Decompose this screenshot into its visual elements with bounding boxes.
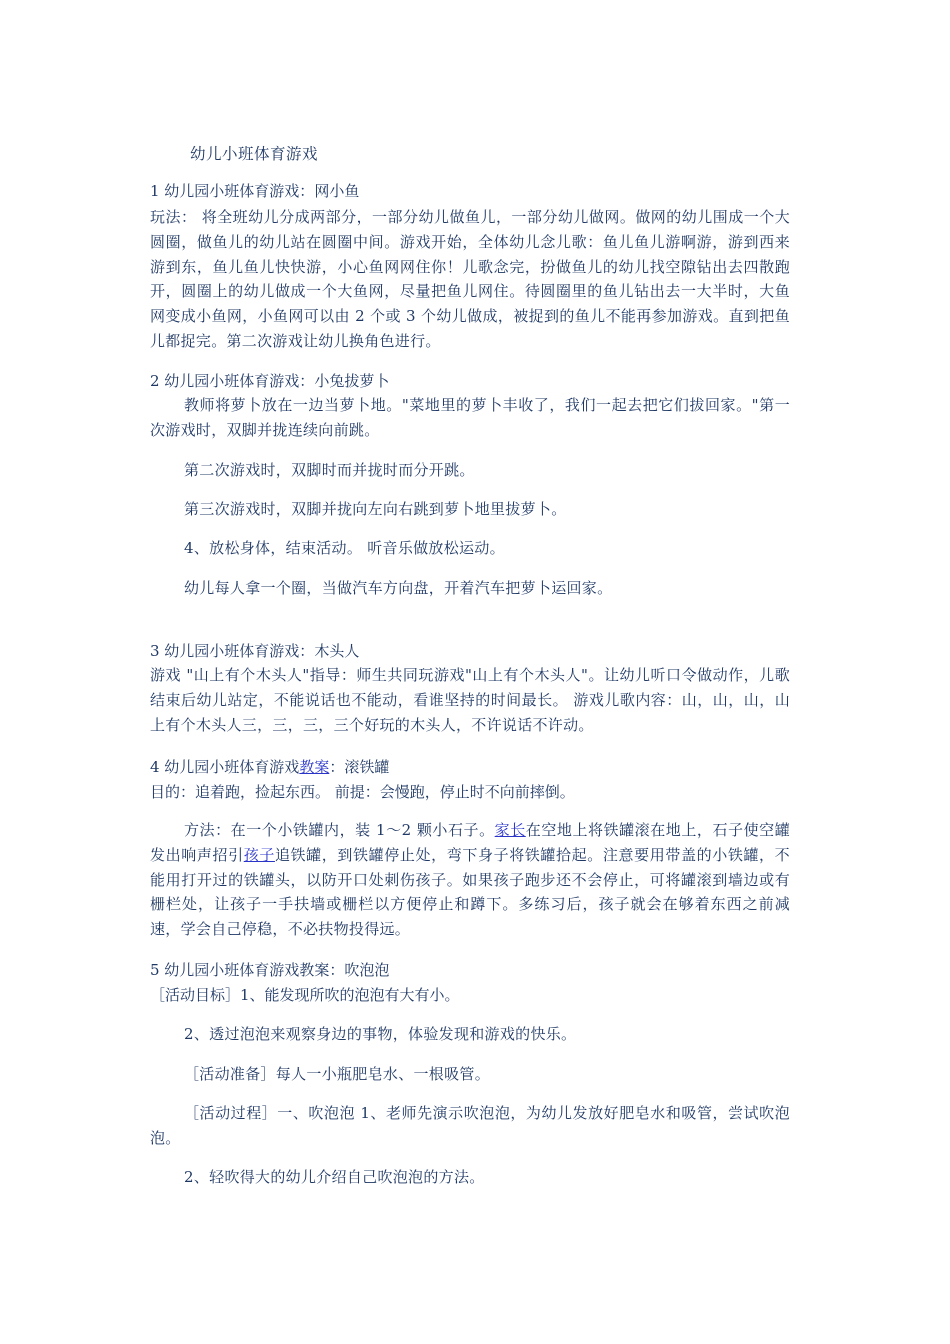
section-2-paragraph-4: 4、放松身体，结束活动。 听音乐做放松运动。 (184, 539, 505, 557)
section-2-paragraph-1: 教师将萝卜放在一边当萝卜地。"菜地里的萝卜丰收了，我们一起去把它们拔回家。"第一次游戏时，双脚并拢连续向前跳。 (150, 396, 790, 439)
section-4-method-part-b: 在空地上将铁罐滚在地上，石子使空罐发出响声招引 (150, 821, 790, 864)
section-1-heading: 1 幼儿园小班体育游戏：网小鱼 (150, 182, 360, 200)
section-2-paragraph-3: 第三次游戏时，双脚并拢向左向右跳到萝卜地里拔萝卜。 (184, 500, 567, 518)
section-2-paragraph-2: 第二次游戏时，双脚时而并拢时而分开跳。 (184, 461, 475, 479)
child-link[interactable]: 孩子 (243, 845, 275, 864)
section-4-method-part-c: 追铁罐，到铁罐停止处，弯下身子将铁罐拾起。注意要用带盖的小铁罐，不能用打开过的铁罐头，以防开口处刺伤孩子。如果孩子跑步还不会停止，可将罐滚到墙边或有栅栏处，让孩子一手扶墙或栅栏以方便停止和蹲下。多练习后，孩子就会在够着东西之前减速，学会自己停稳，不必扶物投得远。 (150, 845, 790, 939)
parent-link[interactable]: 家长 (494, 821, 526, 839)
section-3-heading: 3 幼儿园小班体育游戏：木头人 (150, 642, 360, 660)
section-4-goal: 目的：追着跑，捡起东西。 前提：会慢跑，停止时不向前摔倒。 (150, 783, 575, 801)
section-5-paragraph-1: 2、透过泡泡来观察身边的事物，体验发现和游戏的快乐。 (184, 1025, 577, 1043)
document-title: 幼儿小班体育游戏 (190, 145, 319, 163)
section-4-heading-suffix: ：滚铁罐 (329, 758, 390, 776)
section-5-heading: 5 幼儿园小班体育游戏教案：吹泡泡 (150, 961, 390, 979)
section-5-paragraph-3: ［活动过程］一、吹泡泡 1、老师先演示吹泡泡，为幼儿发放好肥皂水和吸管，尝试吹泡泡。 (150, 1104, 790, 1147)
section-4-heading (150, 756, 389, 777)
section-2-heading: 2 幼儿园小班体育游戏：小兔拔萝卜 (150, 372, 390, 390)
section-5-paragraph-2: ［活动准备］每人一小瓶肥皂水、一根吸管。 (184, 1065, 491, 1083)
section-4-heading-prefix: 4 幼儿园小班体育游戏 (150, 758, 300, 776)
section-1-body: 玩法： 将全班幼儿分成两部分，一部分幼儿做鱼儿，一部分幼儿做网。做网的幼儿围成一个大圆圈，做鱼儿的幼儿站在圆圈中间。游戏开始，全体幼儿念儿歌：鱼儿鱼儿游啊游，游到西来游到东，鱼儿鱼儿快快游，小心鱼网网住你！儿歌念完，扮做鱼儿的幼儿找空隙钻出去四散跑开，圆圈上的幼儿做成一个大鱼网，尽量把鱼儿网住。待圆圈里的鱼儿钻出去一大半时，大鱼网变成小鱼网，小鱼网可以由 2 个或 3 个幼儿做成，被捉到的鱼儿不能再参加游戏。直到把鱼儿都捉完。第二次游戏让幼儿换角色进行。 (150, 208, 790, 350)
section-5-paragraph-4: 2、轻吹得大的幼儿介绍自己吹泡泡的方法。 (184, 1168, 485, 1186)
section-2-paragraph-5: 幼儿每人拿一个圈，当做汽车方向盘，开着汽车把萝卜运回家。 (184, 579, 613, 597)
lesson-plan-link[interactable]: 教案 (299, 758, 330, 776)
section-4-method-part-a: 方法：在一个小铁罐内，装 1～2 颗小石子。 (184, 821, 495, 839)
section-3-body: 游戏 "山上有个木头人"指导：师生共同玩游戏"山上有个木头人"。让幼儿听口令做动作，儿歌结束后幼儿站定，不能说话也不能动，看谁坚持的时间最长。 游戏儿歌内容：山，山，山，山上有个木头人三，三，三，三个好玩的木头人，不许说话不许动。 (150, 666, 790, 734)
section-4-method (150, 818, 790, 942)
section-5-goal: ［活动目标］1、能发现所吹的泡泡有大有小。 (150, 986, 460, 1004)
